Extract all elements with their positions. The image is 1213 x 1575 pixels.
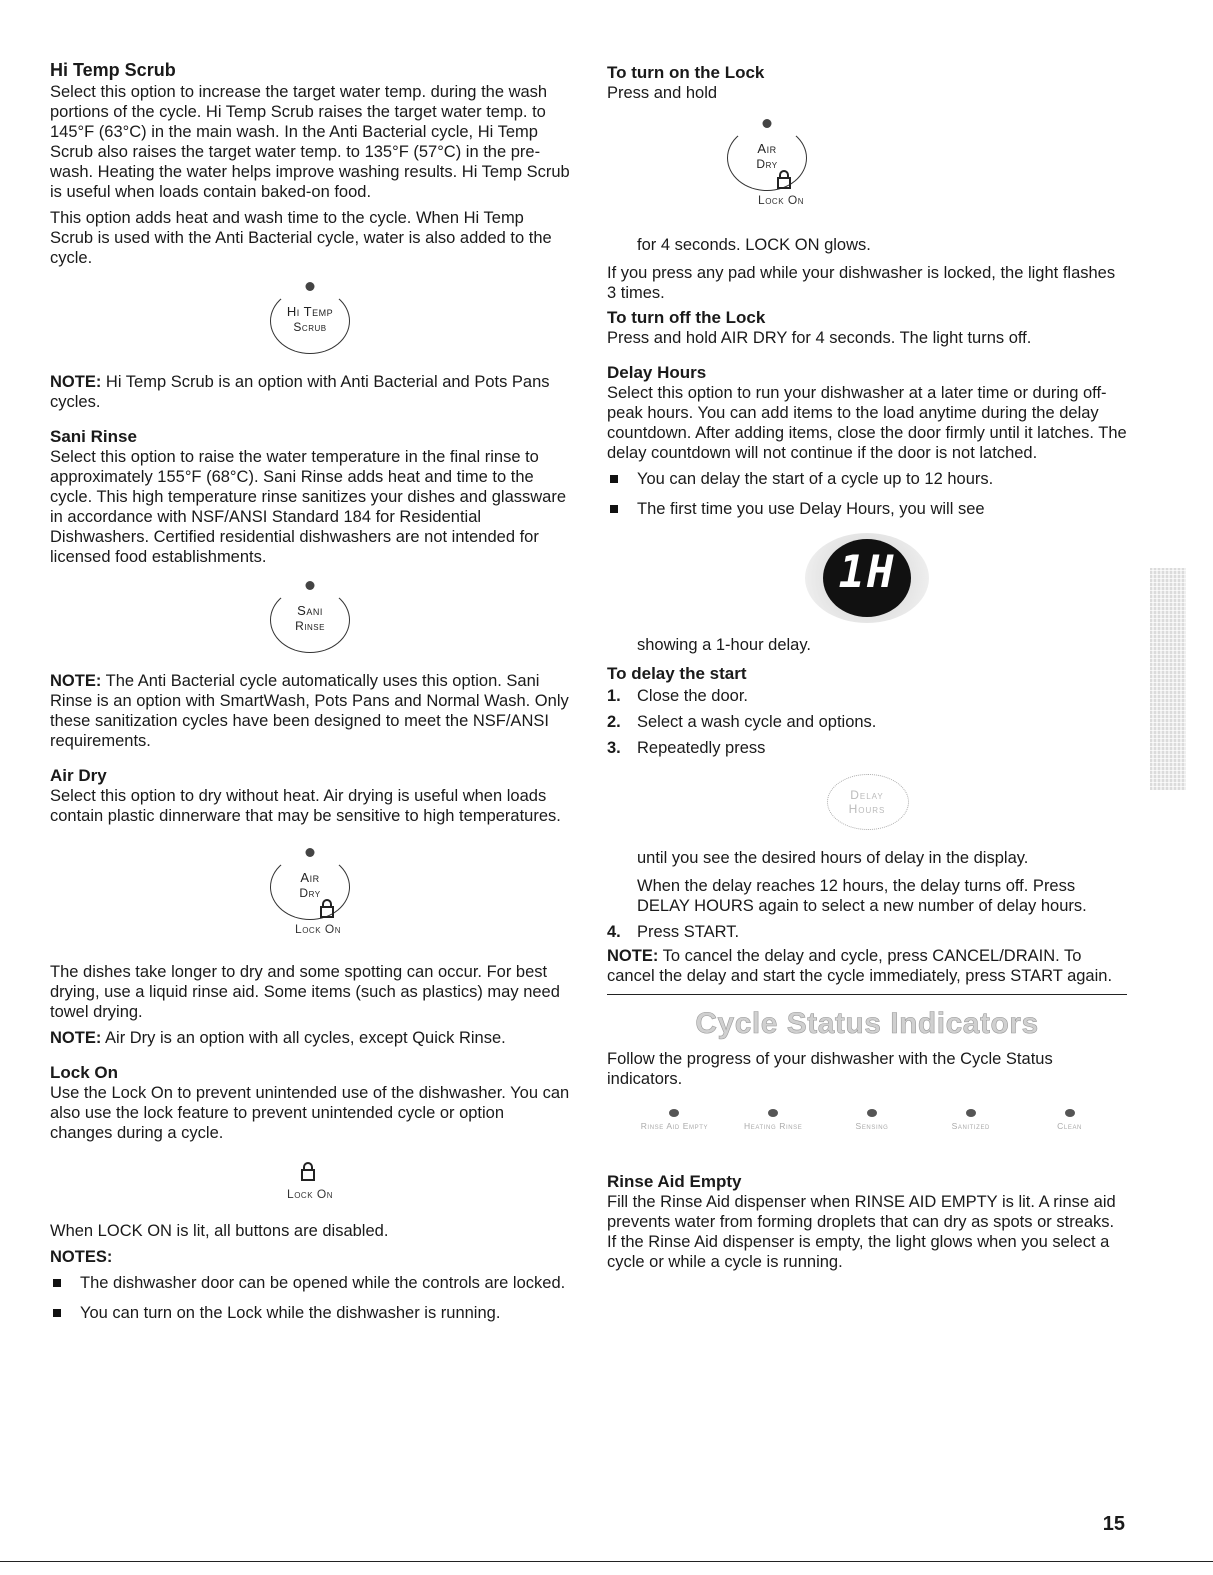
delay-hours-heading: Delay Hours (607, 363, 707, 382)
air-dry-button-icon (250, 848, 370, 958)
delay-hours-paragraph-2: showing a 1-hour delay. (637, 636, 811, 654)
button-label-line1: Air (300, 870, 320, 885)
status-indicator-heating-rinse: Heating Rinse (724, 1109, 823, 1131)
status-indicator-rinse-aid-empty: Rinse Aid Empty (625, 1109, 724, 1131)
delay-step-4 (607, 922, 1127, 942)
indicator-led-icon (1065, 1109, 1075, 1117)
hi-temp-note: NOTE: Hi Temp Scrub is an option with Anti Bacterial and Pots Pans cycles. (50, 373, 550, 411)
button-label-line2: Scrub (293, 320, 327, 334)
lock-turn-on-paragraph-2: for 4 seconds. LOCK ON glows. (637, 236, 871, 254)
button-label-line1: Delay (850, 788, 884, 802)
lock-turn-on-paragraph-3: If you press any pad while your dishwasher is locked, the light flashes 3 times. (607, 264, 1116, 302)
lock-notes-list (50, 1273, 570, 1323)
side-tab-marker (1150, 568, 1186, 790)
lock-on-paragraph-2: When LOCK ON is lit, all buttons are disabled. (50, 1222, 389, 1240)
delay-note: NOTE: To cancel the delay and cycle, press CANCEL/DRAIN. To cancel the delay and start the cycle immediately, press START again. (607, 947, 1113, 985)
lock-on-paragraph-1: Use the Lock On to prevent unintended use of the dishwasher. You can also use the lock feature to prevent unintended cycle or option changes during a cycle. (50, 1084, 570, 1142)
display-readout: 1H (838, 547, 896, 598)
delay-hours-list (607, 469, 1127, 519)
lock-on-label: Lock On (758, 193, 804, 207)
page-number: 15 (1102, 1513, 1125, 1535)
left-column (50, 58, 570, 1323)
indicator-led-icon (768, 1109, 778, 1117)
air-dry-note: NOTE: Air Dry is an option with all cycles, except Quick Rinse. (50, 1029, 506, 1047)
padlock-icon (320, 898, 334, 918)
delay-start-heading: To delay the start (607, 664, 747, 683)
list-item: 4. Press START. (607, 923, 740, 941)
button-label-line2: Dry (299, 886, 321, 900)
button-label-line1: Air (757, 141, 777, 156)
air-dry-heading: Air Dry (50, 766, 107, 785)
status-indicator-sanitized: Sanitized (921, 1109, 1020, 1131)
hi-temp-paragraph-2: This option adds heat and wash time to the cycle. When Hi Temp Scrub is used with the Anti Bacterial cycle, water is also added to the cycle. (50, 209, 552, 267)
sani-rinse-button-icon (250, 581, 370, 663)
button-label-line2: Dry (756, 157, 778, 171)
cycle-status-indicators (607, 1109, 1127, 1131)
list-item: 3. Repeatedly press (607, 739, 766, 757)
cycle-status-paragraph: Follow the progress of your dishwasher with the Cycle Status indicators. (607, 1050, 1053, 1088)
button-label-line2: Rinse (295, 619, 325, 633)
rinse-aid-heading: Rinse Aid Empty (607, 1172, 742, 1191)
sani-rinse-heading: Sani Rinse (50, 427, 137, 446)
status-indicator-sensing: Sensing (823, 1109, 922, 1131)
button-label-line1: Hi Temp (286, 304, 334, 319)
padlock-icon (777, 169, 791, 189)
list-item: The dishwasher door can be opened while the controls are locked. (50, 1273, 570, 1293)
air-dry-paragraph-2: The dishes take longer to dry and some spotting can occur. For best drying, use a liquid rinse aid. Some items (such as plastics) may need towel drying. (50, 963, 560, 1021)
lock-turn-off-heading: To turn off the Lock (607, 308, 766, 327)
hi-temp-heading: Hi Temp Scrub (50, 60, 176, 80)
right-column (607, 62, 1127, 1272)
air-dry-paragraph-1: Select this option to dry without heat. Air drying is useful when loads contain plastic dinnerware that may be sensitive to high temperatures. (50, 787, 561, 825)
lock-on-label: Lock On (295, 922, 341, 936)
rinse-aid-paragraph: Fill the Rinse Aid dispenser when RINSE AID EMPTY is lit. A rinse aid prevents water from forming droplets that can dry as spots or streaks. If the Rinse Aid dispenser is empty, the light glows when you select a cycle or while a cycle is running. (607, 1193, 1116, 1271)
section-divider (607, 994, 1127, 995)
lock-turn-off-paragraph: Press and hold AIR DRY for 4 seconds. The light turns off. (607, 329, 1032, 347)
cycle-status-title: Cycle Status Indicators (695, 1007, 1039, 1040)
list-item: You can delay the start of a cycle up to 12 hours. (607, 469, 1127, 489)
lock-turn-on-paragraph-1: Press and hold (607, 84, 718, 102)
list-item: You can turn on the Lock while the dishwasher is running. (50, 1303, 570, 1323)
delay-hours-button-icon (812, 774, 922, 830)
hi-temp-button-icon (250, 282, 370, 364)
padlock-icon (301, 1161, 315, 1181)
lock-on-icon (250, 1161, 370, 1213)
notes-label: NOTES: (50, 1248, 113, 1266)
list-item: 1. Close the door. (607, 687, 748, 705)
lock-turn-on-heading: To turn on the Lock (607, 63, 765, 82)
lock-on-heading: Lock On (50, 1063, 119, 1082)
indicator-led-icon (669, 1109, 679, 1117)
sani-rinse-paragraph: Select this option to raise the water temperature in the final rinse to approximately 155°F (68°C). Sani Rinse adds heat and time to the cycle. This high temperature rinse sanitizes your dishes and glassware in accordance with NSF/ANSI Standard 184 for Residential Dishwashers. Certified residential dishwashers are not intended for licensed food establishments. (50, 448, 567, 566)
delay-when-paragraph: When the delay reaches 12 hours, the delay turns off. Press DELAY HOURS again to select a new number of delay hours. (637, 877, 1087, 915)
delay-until-paragraph: until you see the desired hours of delay in the display. (637, 849, 1029, 867)
button-label-line2: Hours (848, 802, 886, 816)
footer-rule (0, 1561, 1213, 1562)
sani-rinse-note: NOTE: The Anti Bacterial cycle automatically uses this option. Sani Rinse is an option with SmartWash, Pots Pans and Normal Wash. Only these sanitization cycles have been designed to meet the NSF/ANSI requirements. (50, 672, 569, 750)
indicator-led-icon (867, 1109, 877, 1117)
hi-temp-paragraph-1: Select this option to increase the target water temp. during the wash portions of the cycle. Hi Temp Scrub raises the target water temp. to 145°F (63°C) in the main wash. In the Anti Bacterial cycle, Hi Temp Scrub also raises the target water temp. to 135°F (57°C) in the pre-wash. Heating the water helps improve washing results. Hi Temp Scrub is useful when loads contain baked-on food. (50, 83, 570, 201)
delay-display-icon (787, 533, 947, 623)
air-dry-button-icon (697, 119, 837, 219)
delay-steps-list (607, 686, 1127, 758)
list-item: 2. Select a wash cycle and options. (607, 713, 877, 731)
indicator-led-icon (966, 1109, 976, 1117)
list-item: The first time you use Delay Hours, you will see (607, 499, 1127, 519)
lock-on-label: Lock On (287, 1187, 333, 1201)
delay-hours-paragraph: Select this option to run your dishwasher at a later time or during off-peak hours. You can add items to the load anytime during the delay countdown. After adding items, close the door firmly until it latches. The delay countdown will not continue if the door is not latched. (607, 384, 1127, 462)
button-label-line1: Sani (297, 603, 323, 618)
status-indicator-clean: Clean (1020, 1109, 1119, 1131)
